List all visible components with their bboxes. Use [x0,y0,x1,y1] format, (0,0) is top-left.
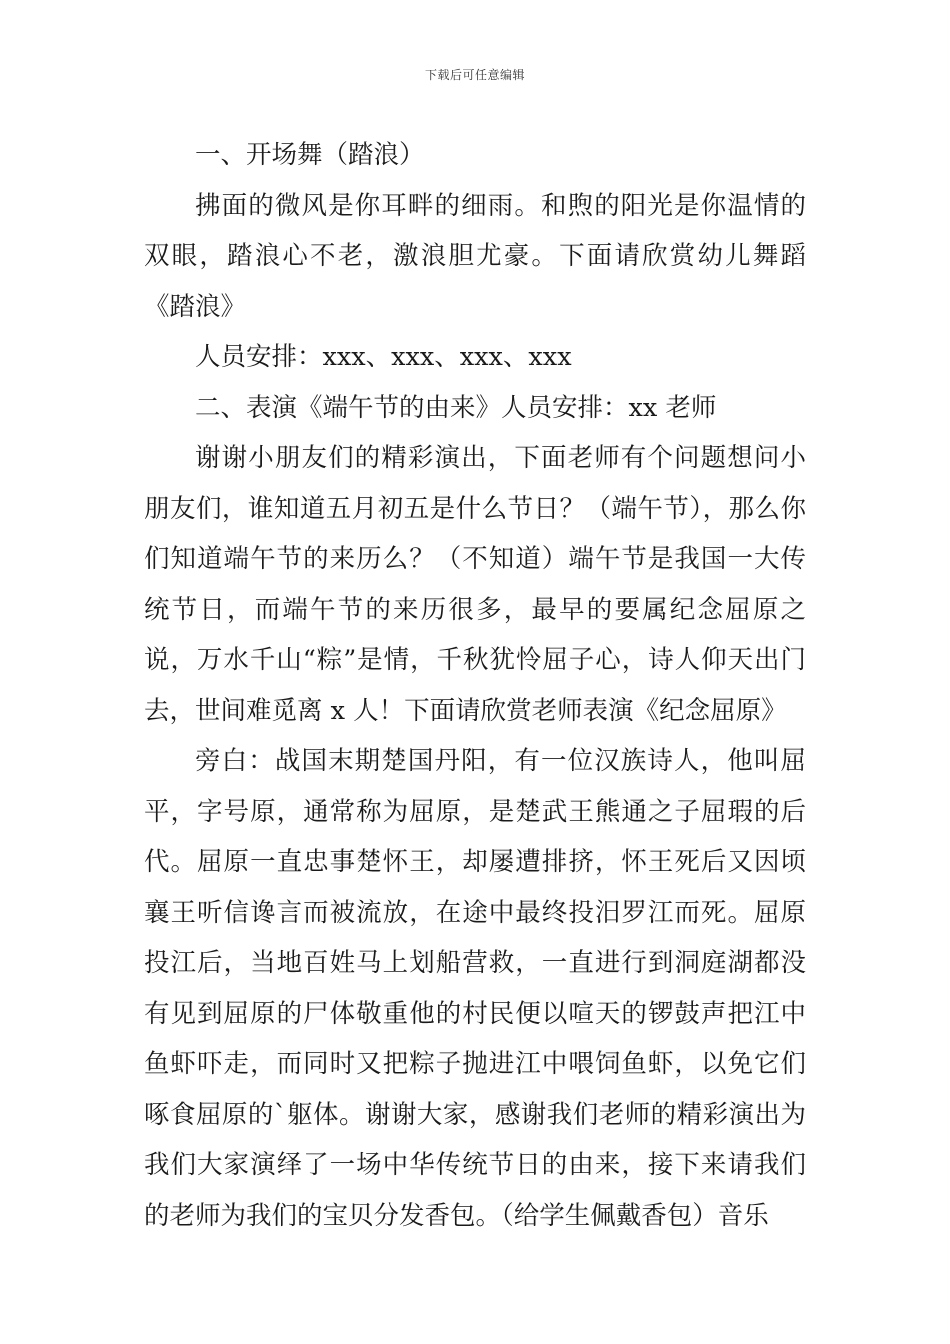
paragraph-dance-intro: 拂面的微风是你耳畔的细雨。和煦的阳光是你温情的双眼，踏浪心不老，激浪胆尤豪。下面请欣赏幼儿舞蹈《踏浪》 [144,190,806,322]
section-title-performance: 二、表演《端午节的由来》人员安排：xx 老师 [195,392,717,423]
paragraph-staff-arrangement: 人员安排：xxx、xxx、xxx、xxx [195,342,572,372]
document-body [144,130,806,1241]
page-header-note: 下载后可任意编辑 [424,68,525,82]
section-title-opening-dance: 一、开场舞（踏浪） [195,140,425,170]
paragraph-dragon-boat-origin: 谢谢小朋友们的精彩演出，下面老师有个问题想问小朋友们，谁知道五月初五是什么节日？（端午节），那么你们知道端午节的来历么？（不知道）端午节是我国一大传统节日，而端午节的来历很多，最早的要属纪念屈原之说，万水千山“粽”是情，千秋犹怜屈子心，诗人仰天出门去，世间难觅离 x 人！下面请欣赏老师表演《纪念屈原》 [144,443,806,726]
paragraph-narration: 旁白：战国末期楚国丹阳，有一位汉族诗人，他叫屈平，字号原，通常称为屈原，是楚武王熊通之子屈瑕的后代。屈原一直忠事楚怀王，却屡遭排挤，怀王死后又因顷襄王听信谗言而被流放，在途中最终投汨罗江而死。屈原投江后，当地百姓马上划船营救，一直进行到洞庭湖都没有见到屈原的尸体敬重他的村民便以喧天的锣鼓声把江中鱼虾吓走，而同时又把粽子抛进江中喂饲鱼虾，以免它们啄食屈原的`躯体。谢谢大家，感谢我们老师的精彩演出为我们大家演绎了一场中华传统节日的由来，接下来请我们的老师为我们的宝贝分发香包。（给学生佩戴香包）音乐 [144,746,806,1231]
